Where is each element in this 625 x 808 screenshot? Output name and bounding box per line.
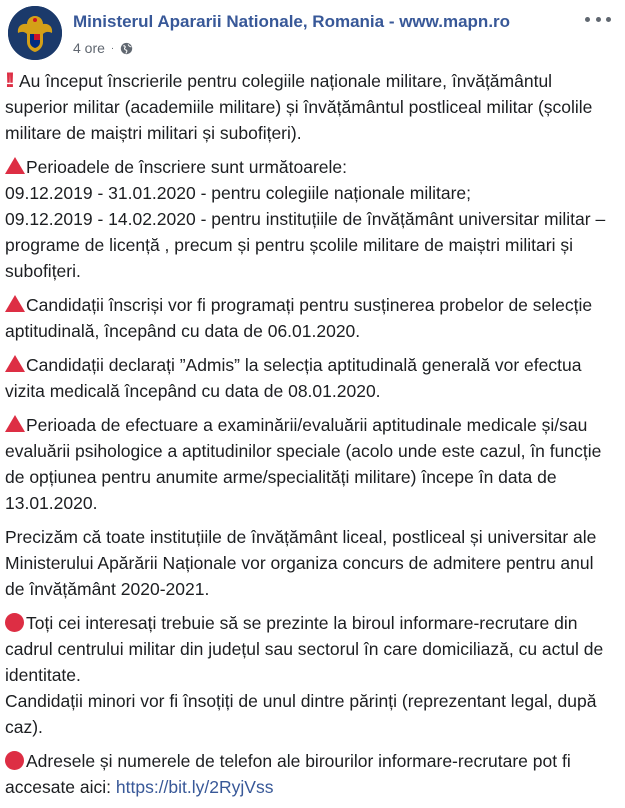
- red-circle-icon: [5, 751, 24, 770]
- post-paragraph-recruitment: Toți cei interesați trebuie să se prezinte la biroul informare-recrutare din cadrul centrului militar din județul sau sectorul în care domiciliază, cu actul de identitate. Candidații minori vor fi însoțiți de unul dintre părinți (reprezentant legal, după caz).: [5, 613, 604, 737]
- post-time[interactable]: 4 ore: [73, 40, 105, 56]
- page-name-link[interactable]: Ministerul Apararii Nationale, Romania - www.mapn.ro: [73, 12, 511, 31]
- post-body: [5, 68, 617, 808]
- post-header: [8, 6, 617, 62]
- bitly-link[interactable]: https://bit.ly/2RyjVss: [115, 777, 274, 797]
- more-options-button[interactable]: [585, 10, 611, 28]
- ellipsis-icon: [585, 17, 590, 22]
- red-triangle-icon: [5, 295, 25, 312]
- post-paragraph-selection: Candidații înscriși vor fi programați pentru susținerea probelor de selecție aptitudinală, începând cu data de 06.01.2020.: [5, 295, 593, 341]
- double-exclamation-icon: !!: [5, 69, 11, 92]
- post-paragraph-evaluation: Perioada de efectuare a examinării/evaluării aptitudinale medicale și/sau evaluării psihologice a aptitudinilor speciale (acolo unde este cazul, în funcție de opțiunea pentru anumite arme/specialități militare) începe în data de 13.01.2020.: [5, 415, 602, 513]
- post-paragraph-medical: Candidații declarați ”Admis” la selecția aptitudinală generală vor efectua vizita medicală începând cu data de 08.01.2020.: [5, 355, 582, 401]
- coat-of-arms-icon: [8, 6, 62, 60]
- post-meta: [73, 40, 133, 56]
- meta-separator: ·: [110, 42, 115, 54]
- post-paragraph-intro: !! Au început înscrierile pentru colegiile naționale militare, învățământul superior militar (academiile militare) și învățământul postliceal militar (școlile militare de maiștri militari și subofițeri).: [5, 69, 593, 143]
- red-triangle-icon: [5, 157, 25, 174]
- post-paragraph-institutions: Precizăm că toate instituțiile de învățământ liceal, postliceal și universitar ale Ministerului Apărării Naționale vor organiza concurs de admitere pentru anul de învățământ 2020-2021.: [5, 527, 597, 599]
- post-paragraph-addresses: Adresele și numerele de telefon ale birourilor informare-recrutare pot fi accesate aici: https://bit.ly/2RyjVss: [5, 751, 571, 797]
- post-paragraph-periods: Perioadele de înscriere sunt următoarele: 09.12.2019 - 31.01.2020 - pentru colegiile naționale militare; 09.12.2019 - 14.02.2020 - pentru instituțiile de învățământ universitar militar – programe de licență , precum și pentru școlile militare de maiștri militari și subofițeri.: [5, 157, 606, 281]
- globe-icon[interactable]: [120, 42, 133, 55]
- red-triangle-icon: [5, 415, 25, 432]
- avatar[interactable]: [8, 6, 62, 60]
- red-circle-icon: [5, 613, 24, 632]
- red-triangle-icon: [5, 355, 25, 372]
